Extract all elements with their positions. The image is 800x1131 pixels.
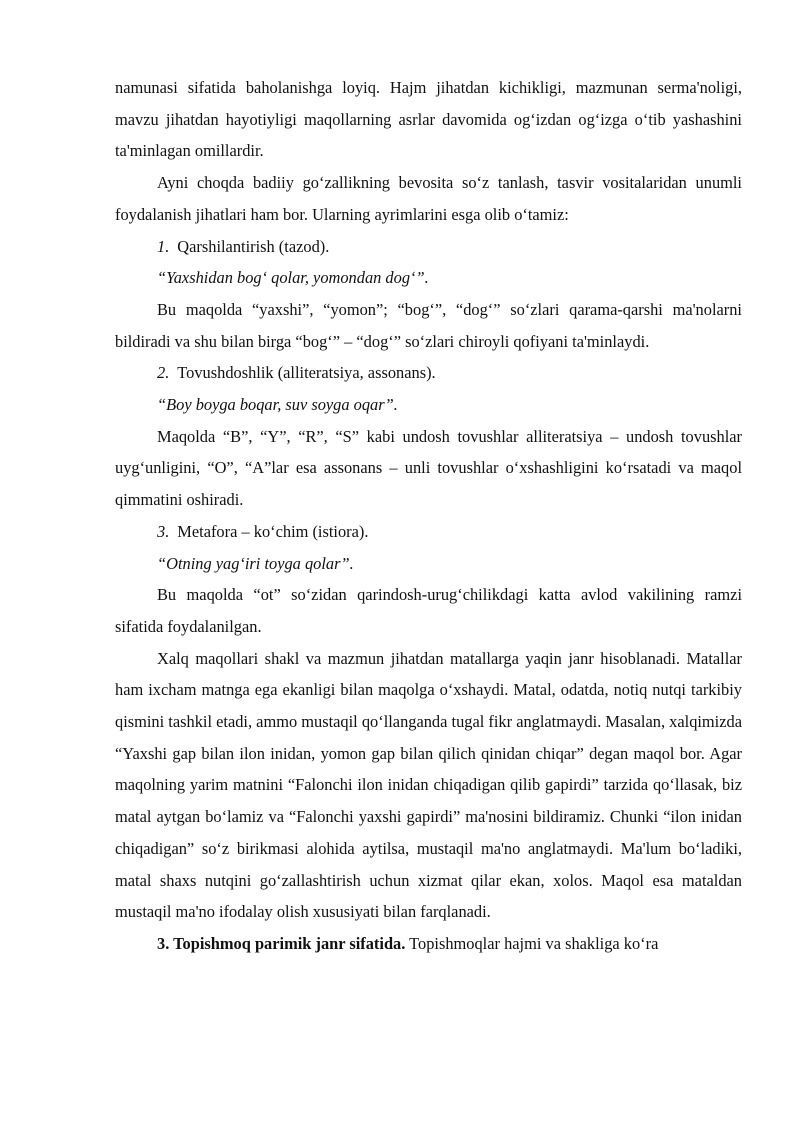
paragraph-4: Maqolda “B”, “Y”, “R”, “S” kabi undosh tovushlar alliteratsiya – undosh tovushlar uyg‘unligini, “O”, “A”lar esa assonans – unli tovushlar o‘xshashligini ko‘rsatadi va maqol qimmatini oshiradi. [115, 426, 742, 510]
proverb-text: “Otning yag‘iri toyga qolar”. [157, 553, 354, 573]
example-proverb-1 [115, 262, 742, 294]
list-item-3 [115, 516, 742, 548]
paragraph-2: Ayni choqda badiiy go‘zallikning bevosita so‘z tanlash, tasvir vositalaridan unumli foydalanish jihatlari ham bor. Ularning ayrimlarini esga olib o‘tamiz: [115, 173, 742, 224]
paragraph-7 [115, 928, 742, 960]
list-item-text: Metafora – ko‘chim (istiora). [177, 521, 369, 541]
list-item-1 [115, 231, 742, 263]
section-heading: 3. Topishmoq parimik janr sifatida. [157, 933, 406, 953]
list-number: 3. [157, 521, 170, 541]
proverb-text: “Yaxshidan bog‘ qolar, yomondan dog‘”. [157, 268, 429, 288]
example-proverb-2 [115, 389, 742, 421]
proverb-text: “Boy boyga boqar, suv soyga oqar”. [157, 395, 398, 415]
list-item-text: Tovushdoshlik (alliteratsiya, assonans). [177, 363, 436, 383]
list-number: 1. [157, 236, 170, 256]
section-text: Topishmoqlar hajmi va shakliga ko‘ra [405, 933, 659, 953]
paragraph-5: Bu maqolda “ot” so‘zidan qarindosh-urug‘chilikdagi katta avlod vakilining ramzi sifatida foydalanilgan. [115, 585, 742, 636]
document-page [115, 72, 742, 960]
paragraph-3: Bu maqolda “yaxshi”, “yomon”; “bog‘”, “dog‘” so‘zlari qarama-qarshi ma'nolarni bildiradi va shu bilan birga “bog‘” – “dog‘” so‘zlari chiroyli qofiyani ta'minlaydi. [115, 299, 742, 351]
paragraph-1: namunasi sifatida baholanishga loyiq. Hajm jihatdan kichikligi, mazmunan serma'noligi, mavzu jihatdan hayotiyligi maqollarning asrlar davomida og‘izdan og‘izga o‘tib yashashini ta'minlagan omillardir. [115, 78, 742, 161]
example-proverb-3 [115, 548, 742, 580]
list-item-2 [115, 357, 742, 389]
paragraph-6: Xalq maqollari shakl va mazmun jihatdan matallarga yaqin janr hisoblanadi. Matallar ham ixcham matnga ega ekanligi bilan maqolga o‘xshaydi. Matal, odatda, notiq nutqi tarkibiy qismini tashkil etadi, ammo mustaqil qo‘llanganda tugal fikr anglatmaydi. Masalan, xalqimizda “Yaxshi gap bilan ilon inidan, yomon gap bilan qilich qinidan chiqar” degan maqol bor. Agar maqolning yarim matnini “Falonchi ilon inidan chiqadigan qilib gapirdi” tarzida qo‘llasak, biz matal aytgan bo‘lamiz va “Falonchi yaxshi gapirdi” ma'nosini bildiramiz. Chunki “ilon inidan chiqadigan” so‘z birikmasi alohida aytilsa, mustaqil ma'no anglatmaydi. Ma'lum bo‘ladiki, matal shaxs nutqini go‘zallashtirish uchun xizmat qilar ekan, xolos. Maqol esa mataldan mustaqil ma'no ifodalay olish xususiyati bilan farqlanadi. [115, 648, 742, 922]
list-item-text: Qarshilantirish (tazod). [177, 236, 330, 256]
list-number: 2. [157, 363, 170, 383]
